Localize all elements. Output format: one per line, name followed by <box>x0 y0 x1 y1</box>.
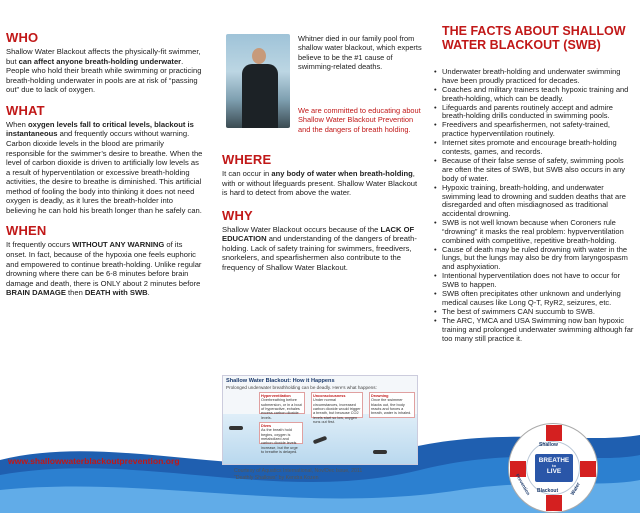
when-text-mid2: then <box>65 288 85 298</box>
what-paragraph <box>6 120 204 216</box>
where-paragraph <box>222 169 422 198</box>
diagram-credit <box>234 468 362 481</box>
what-text-end: and frequently occurs without warning. Carbon dioxide levels in the blood are primarily responsible for the swimmer’s desire to breathe. When the level of carbon dioxide is driven to artificially low levels as a result of hyperventilation or excessive breath-holding activities, the desire to breathe is diminished. This artificial method of fooling the body into thinking it does not need oxygen is deadly, as it lures the breath-holder into believing he can hold his breath longer than he safely can. <box>6 129 203 215</box>
fact-item: • Lifeguards and parents routinely accept and admire breath-holding drills conducted in swimming pools. <box>432 104 634 122</box>
how-it-happens-diagram <box>222 375 418 465</box>
what-heading: WHAT <box>6 102 45 118</box>
step-1-title: Hyperventilation <box>261 394 291 398</box>
diagram-title: Shallow Water Blackout: How it Happens <box>226 378 335 384</box>
life-ring-logo <box>508 423 598 513</box>
when-heading: WHEN <box>6 223 47 239</box>
memorial-photo-block <box>222 30 422 132</box>
step-2-text: As the breath hold begins, oxygen is metabolized and carbon dioxide levels increase, but the urge to breathe is delayed. <box>261 428 298 455</box>
swimmer-figure-3 <box>373 450 387 454</box>
fact-item: • SWB often precipitates other unknown and underlying medical causes like Long Q-T, RyR2, seizures, etc. <box>432 290 634 308</box>
step-4-text: Once the swimmer blacks out, the body reacts and forces a breath, water is inhaled. <box>371 398 412 416</box>
diagram-step-3 <box>311 392 363 425</box>
why-text-1: Shallow Water Blackout occurs because of the <box>222 224 381 234</box>
ring-segment-top <box>546 425 562 441</box>
credit-line-1: Courtesy of Aquatics International, Nov/Dec Issue, 2011 <box>234 468 363 474</box>
ring-center-badge <box>535 454 573 482</box>
diagram-subtitle: Prolonged underwater breathholding can be deadly. Here’s what happens: <box>226 385 377 390</box>
photo-head <box>252 48 266 64</box>
swimmer-figure-1 <box>229 426 243 430</box>
fact-item: • The ARC, YMCA and USA Swimming now ban hypoxic training and prolonged underwater swimming although far too many still practice it. <box>432 317 634 343</box>
step-2-title: Dives <box>261 424 272 428</box>
website-link[interactable]: www.shallowwaterblackoutprevention.org <box>8 456 180 466</box>
where-text-bold: any body of water when breath-holding <box>271 169 413 178</box>
fact-item: • Cause of death may be ruled drowning with water in the lungs, but the lungs may also be dry from laryngospasm and asphyxiation. <box>432 246 634 272</box>
step-3-title: Unconsciousness <box>313 394 346 398</box>
ring-line-3: LIVE <box>546 468 562 476</box>
who-text-1: Shallow Water Blackout affects the physically-fit swimmer, but <box>6 47 201 66</box>
when-paragraph <box>6 240 204 297</box>
where-heading: WHERE <box>222 152 272 167</box>
commitment-caption: We are committed to educating about Shallow Water Blackout Prevention and the dangers of breath holding. <box>298 106 421 134</box>
ring-text-bottom: Blackout <box>537 488 559 494</box>
swimmer-photo <box>226 34 290 128</box>
when-text-1: It frequently occurs <box>6 240 73 250</box>
fact-item: • Because of their false sense of safety, swimming pools are often the sites of SWB, but SWB also occurs in any body of water. <box>432 157 634 183</box>
where-text-end: , with or without lifeguards present. Shallow Water Blackout is hard to detect from above the water. <box>222 169 418 198</box>
fact-item: • Underwater breath-holding and underwater swimming have been proudly practiced for decades. <box>432 68 634 86</box>
when-text-bold: WITHOUT ANY WARNING <box>72 240 165 250</box>
ring-line-2: to <box>552 463 556 469</box>
fact-item: • Hypoxic training, breath-holding, and underwater swimming lead to drowning and sudden deaths that are disregarded and often misdiagnosed as traditional accidental drowning. <box>432 184 634 219</box>
step-3-text: Under normal circumstances, increased carbon dioxide would trigger a breath, but because CO2 levels start so low, oxygen runs out first. <box>313 398 361 425</box>
why-text-bold: LACK OF EDUCATION <box>222 224 415 244</box>
middle-column <box>222 152 422 273</box>
who-text-end: . People who hold their breath while swimming or practicing breath-holding underwater in pools are at risk of “passing out” due to lack of oxygen. <box>6 56 202 95</box>
fact-item: • SWB is not well known because when Coroners rule “drowning” it masks the real problem: hypverventilation combined with competitive, repetitive breath-holding. <box>432 219 634 245</box>
what-text-bold: oxygen levels fall to critical levels, blackout is instantaneous <box>6 119 194 139</box>
ring-text-top: Shallow <box>539 442 558 448</box>
when-text-bold2: BRAIN DAMAGE <box>6 288 66 298</box>
why-paragraph <box>222 225 422 273</box>
right-column <box>432 24 634 344</box>
ring-text-right: Water <box>569 481 582 497</box>
when-text-bold3: DEATH with SWB <box>84 288 148 298</box>
diagram-step-2 <box>259 422 303 455</box>
ring-segment-bottom <box>546 495 562 511</box>
who-text-bold: can affect anyone breath-holding underwater <box>18 56 182 66</box>
ring-text-left: Prevention <box>514 472 531 497</box>
who-paragraph <box>6 47 204 95</box>
diagram-step-1 <box>259 392 305 420</box>
diagram-step-4 <box>369 392 415 418</box>
fact-item: • Freedivers and spearfishermen, not safety-trained, practice hyperventilation routinely. <box>432 121 634 139</box>
fact-item: • The best of swimmers CAN succumb to SWB. <box>432 308 634 317</box>
who-heading: WHO <box>6 30 39 45</box>
step-4-title: Drowning <box>371 394 389 398</box>
where-text-1: It can occur in <box>222 169 272 178</box>
ring-line-1: BREATHE <box>538 457 570 464</box>
why-text-end: and understanding of the dangers of breath-holding. Lack of safety training for swimmers, freedivers, snorkelers, and spearfishermen also contribute to the frequency of Shallow Water Blackout. <box>222 234 417 272</box>
what-text-1: When <box>6 119 28 129</box>
when-text-end: . <box>147 288 150 298</box>
credit-line-2: “Deathly Shallows” by Kendra Kozen <box>234 474 319 481</box>
facts-list <box>432 68 634 343</box>
photo-wetsuit <box>242 64 278 128</box>
ring-segment-right <box>580 461 596 477</box>
left-column <box>6 30 204 298</box>
facts-title: THE FACTS ABOUT SHALLOW WATER BLACKOUT (SWB) <box>442 24 626 52</box>
when-text-mid: of its onset. In fact, because of the hypoxia one feels euphoric and empowered to continue breath-holding. Unlike regular drowning where there can be 6-8 minutes before brain damage and death, there is ONLY about 2 minutes before <box>6 240 202 288</box>
step-1-text: Overbreathing before submersion, or in a bout of hyperactive, exhales excess carbon dioxide levels. <box>261 398 302 420</box>
fact-item: • Intentional hyperventilation does not have to occur for SWB to happen. <box>432 272 634 290</box>
photo-caption: Whitner died in our family pool from shallow water blackout, which experts believe to be the #1 cause of swimming-related deaths. <box>298 34 422 71</box>
fact-item: • Coaches and military trainers teach hypoxic training and breath-holding, which can be deadly. <box>432 86 634 104</box>
why-heading: WHY <box>222 207 253 223</box>
fact-item: • Internet sites promote and encourage breath-holding contests, games, and records. <box>432 139 634 157</box>
